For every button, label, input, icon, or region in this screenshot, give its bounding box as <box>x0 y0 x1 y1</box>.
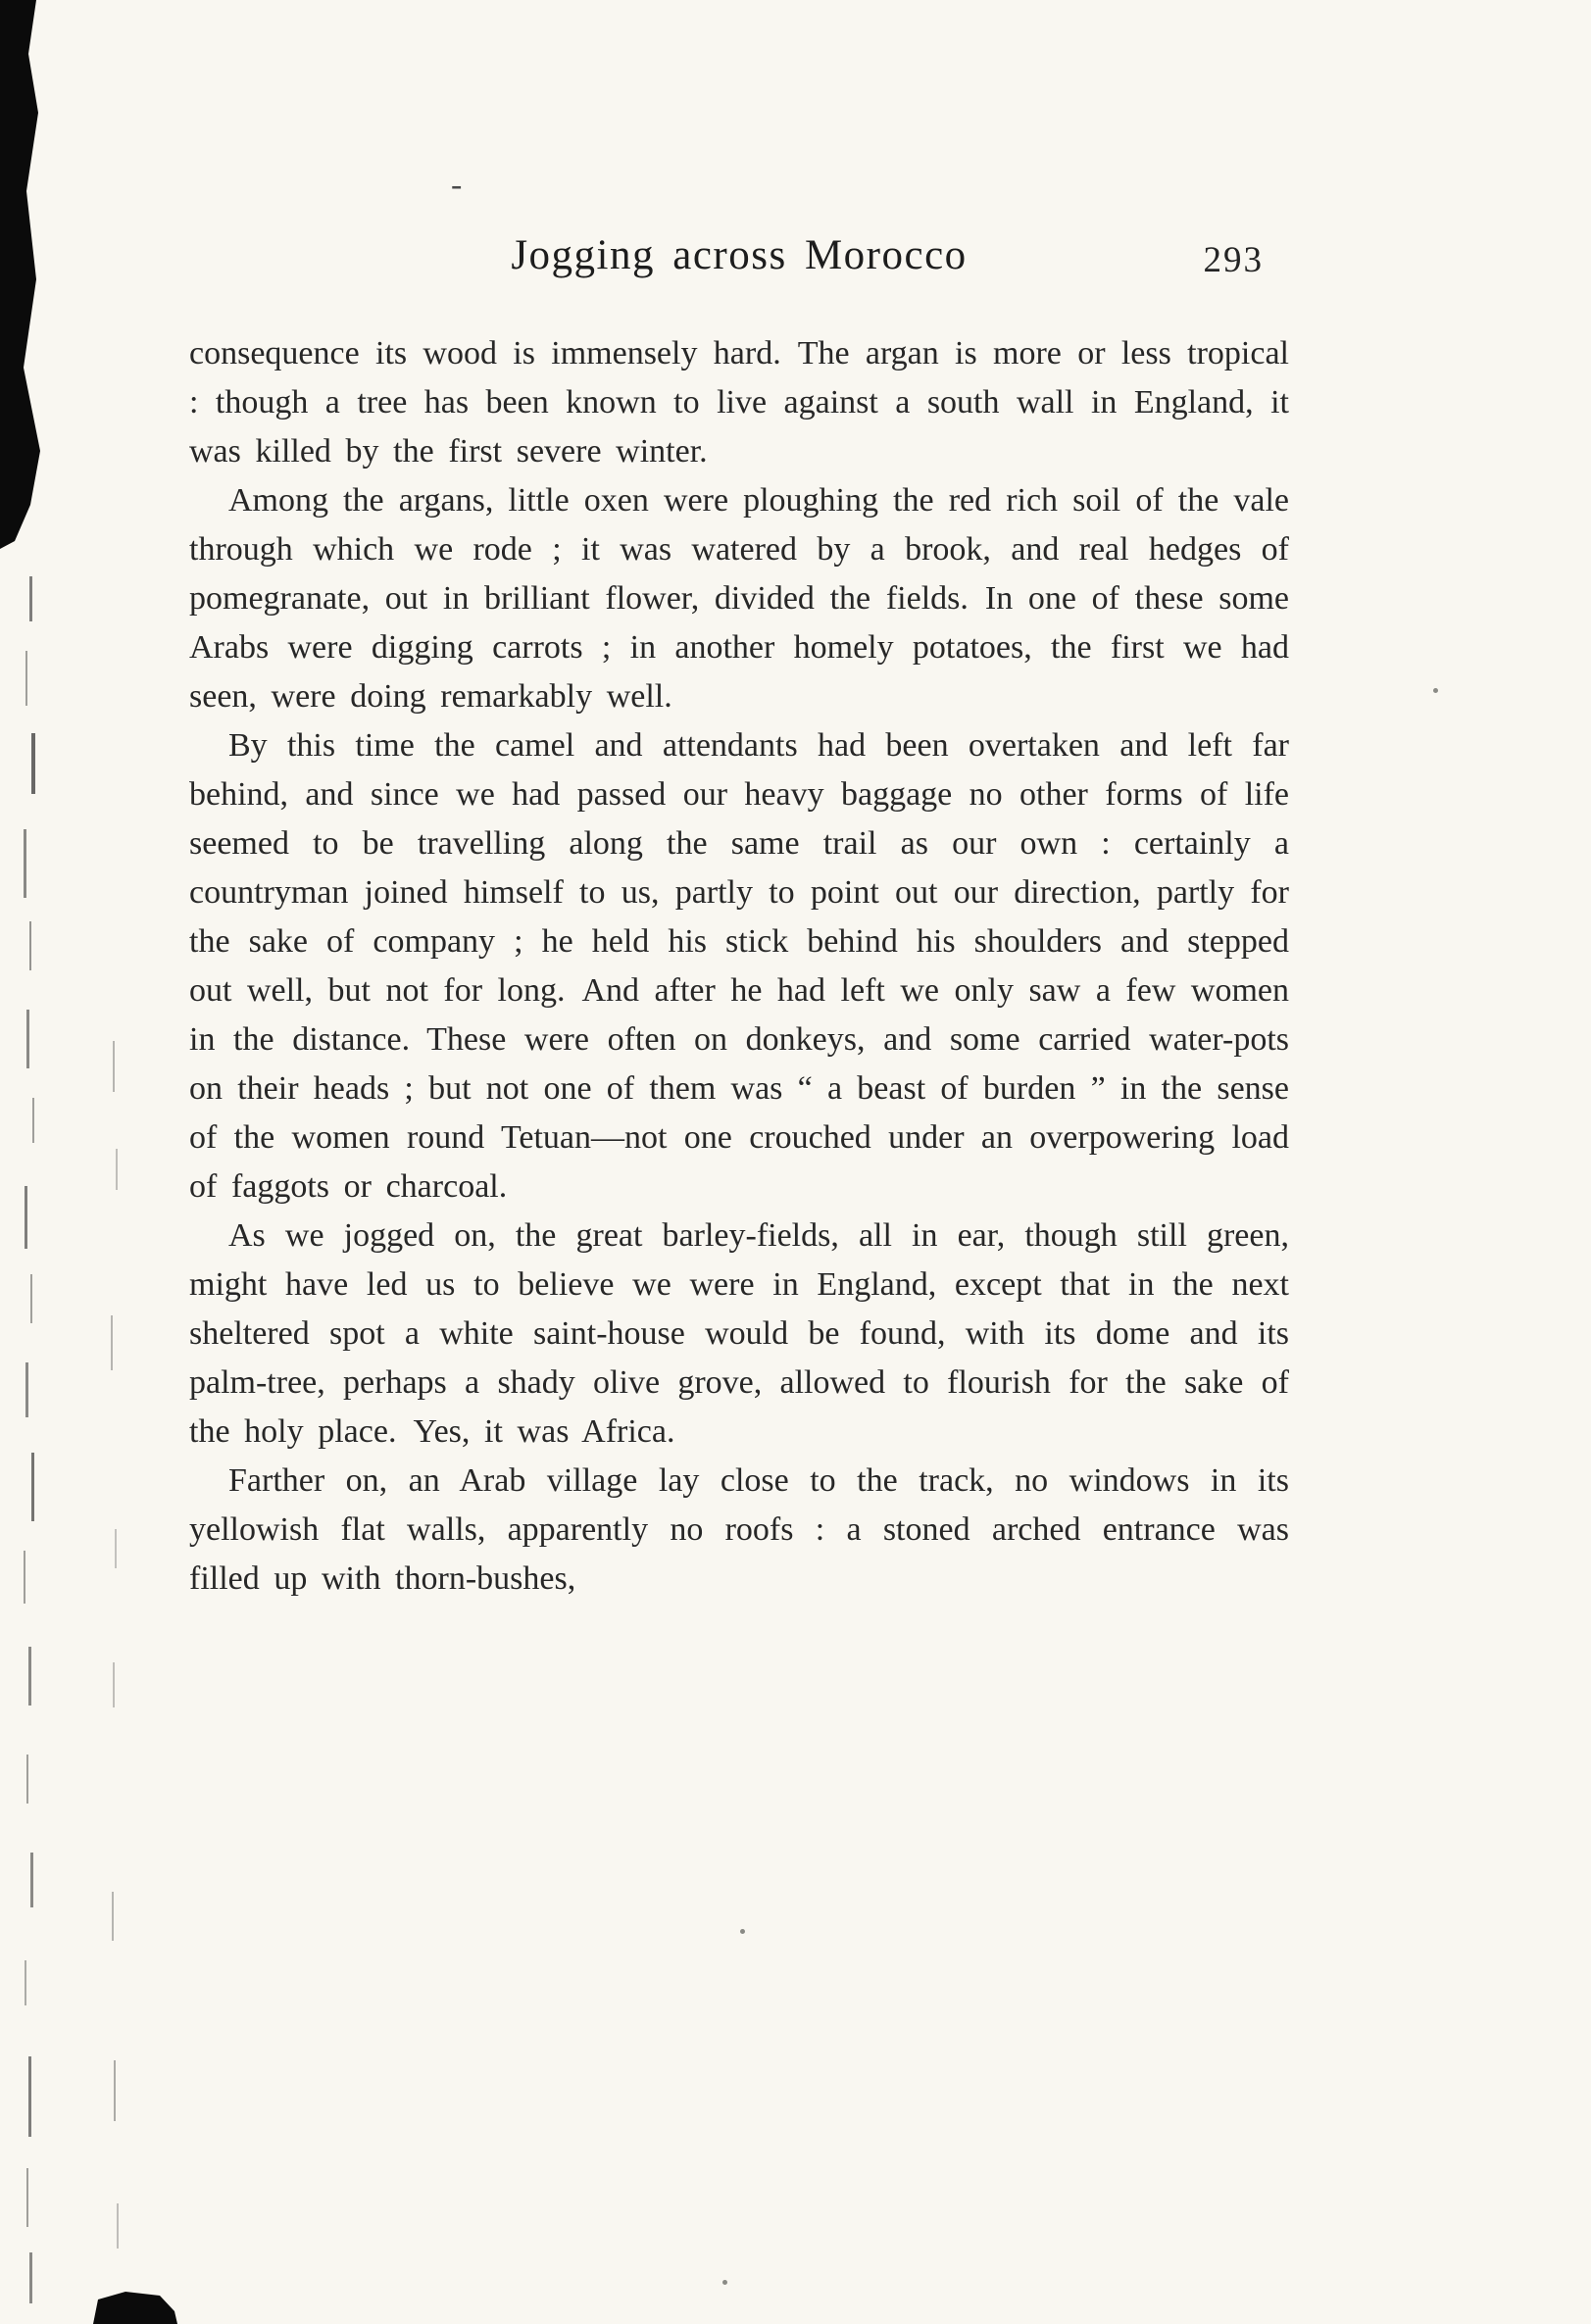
running-title: Jogging across Morocco <box>511 232 968 278</box>
stray-dash-artifact: - <box>451 167 463 203</box>
paragraph: By this time the camel and attendants had been overtaken and left far behind, and since we had passed our heavy baggage no other forms of life seemed to be travelling along the same trail as our own : certainly a countryman joined himself to us, partly to point out our direction, partly for the sake of company ; he held his stick behind his shoulders and stepped out well, but not for long. And after he had left we only saw a few women in the distance. These were often on donkeys, and some carried water-pots on their heads ; but not one of them was “ a beast of burden ” in the sense of the women round Tetuan—not one crouched under an overpowering load of faggots or charcoal. <box>189 727 1289 1205</box>
paragraph: Farther on, an Arab village lay close to the track, no windows in its yellowish flat walls, apparently no roofs : a stoned arched entrance was filled up with thorn-bushes, <box>189 1462 1289 1597</box>
bottom-edge-blob <box>93 2292 177 2324</box>
speck-artifact <box>722 2280 727 2285</box>
speck-artifact <box>1433 688 1438 693</box>
page-body <box>189 329 1289 1604</box>
page-number: 293 <box>1203 240 1264 280</box>
binding-shadow-bar <box>0 0 40 549</box>
speck-artifact <box>740 1929 745 1934</box>
paragraph: consequence its wood is immensely hard. The argan is more or less tropical : though a tree has been known to live against a south wall in England, it was killed by the first severe winter. <box>189 335 1289 470</box>
paragraph: As we jogged on, the great barley-fields, all in ear, though still green, might have led us to believe we were in England, except that in the next sheltered spot a white saint-house would be found, with its dome and its palm-tree, perhaps a shady olive grove, allowed to flourish for the sake of the holy place. Yes, it was Africa. <box>189 1217 1289 1450</box>
running-head <box>189 231 1289 300</box>
paragraph: Among the argans, little oxen were ploughing the red rich soil of the vale through which we rode ; it was watered by a brook, and real hedges of pomegranate, out in brilliant flower, divided the fields. In one of these some Arabs were digging carrots ; in another homely potatoes, the first we had seen, were doing remarkably well. <box>189 482 1289 715</box>
